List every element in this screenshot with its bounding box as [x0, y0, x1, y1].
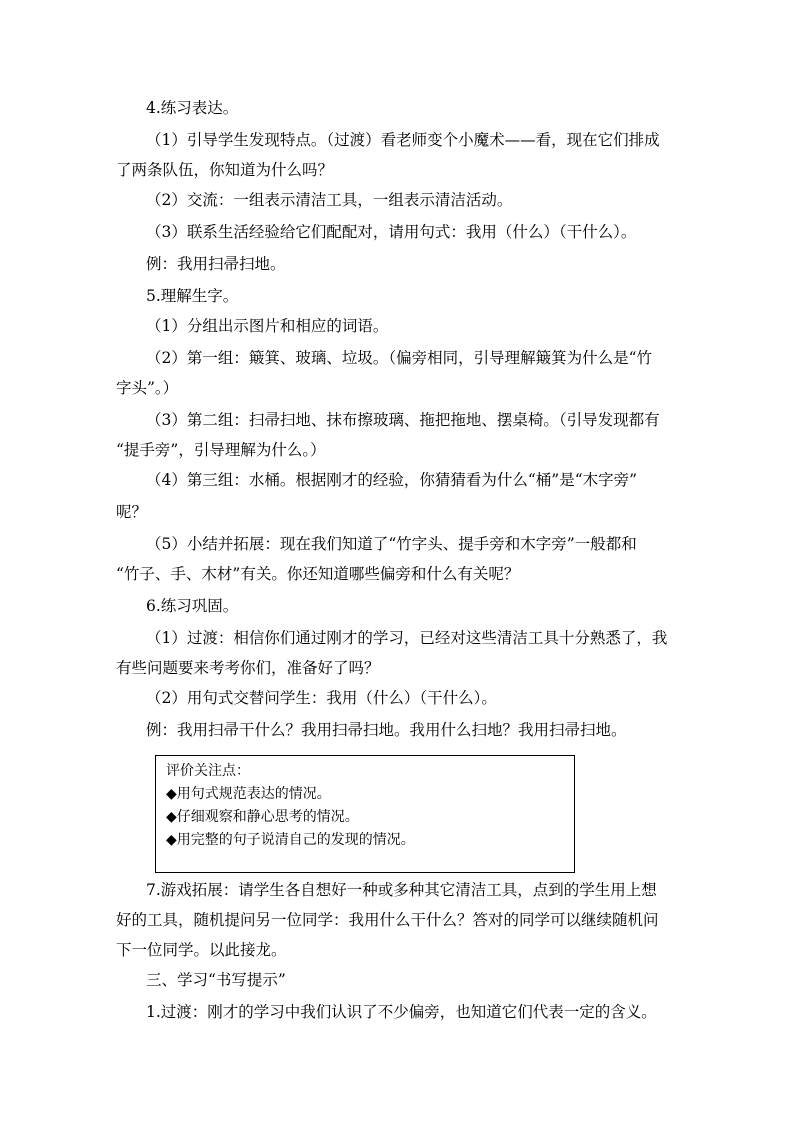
text-line: 4.练习表达。	[146, 99, 239, 117]
evaluation-title: 评价关注点：	[166, 763, 250, 779]
evaluation-item: ◆用句式规范表达的情况。	[166, 786, 331, 802]
text-line: （1）引导学生发现特点。（过渡）看老师变个小魔术——看，现在它们排成	[146, 131, 660, 149]
text-line: （2）用句式交替问学生：我用（什么）（干什么）。	[146, 689, 497, 707]
text-line: 例：我用扫帚扫地。	[146, 255, 286, 273]
text-line: （1）过渡：相信你们通过刚才的学习，已经对这些清洁工具十分熟悉了，我	[146, 629, 668, 647]
text-line: （2）交流：一组表示清洁工具，一组表示清洁活动。	[146, 191, 513, 209]
text-line: 了两条队伍，你知道为什么吗？	[116, 161, 334, 179]
text-line: 5.理解生字。	[146, 287, 239, 305]
text-line: 字头”。）	[116, 379, 179, 397]
text-line: （4）第三组：水桶。根据刚才的经验，你猜猜看为什么“桶”是“木字旁”	[146, 471, 638, 489]
text-line: （3）第二组：扫帚扫地、抹布擦玻璃、拖把拖地、摆桌椅。（引导发现都有	[146, 411, 660, 429]
text-line: 7.游戏拓展：请学生各自想好一种或多种其它清洁工具，点到的学生用上想	[146, 881, 657, 899]
text-line: “竹子、手、木材”有关。你还知道哪些偏旁和什么有关呢？	[116, 565, 520, 583]
text-line: （2）第一组：簸箕、玻璃、垃圾。（偏旁相同，引导理解簸箕为什么是“竹	[146, 349, 653, 367]
text-line: 1.过渡：刚才的学习中我们认识了不少偏旁，也知道它们代表一定的含义。	[146, 1003, 657, 1021]
section-heading: 三、学习“书写提示”	[146, 971, 286, 989]
text-line: 有些问题要来考考你们，准备好了吗？	[116, 659, 380, 677]
text-line: （3）联系生活经验给它们配配对，请用句式：我用（什么）（干什么）。	[146, 223, 637, 241]
text-line: 下一位同学。以此接龙。	[116, 941, 287, 959]
text-line: （1）分组出示图片和相应的词语。	[146, 317, 389, 335]
text-line: （5）小结并拓展：现在我们知道了“竹字头、提手旁和木字旁”一般都和	[146, 535, 637, 553]
evaluation-item: ◆仔细观察和静心思考的情况。	[166, 809, 359, 825]
text-line: 呢？	[116, 503, 148, 521]
text-line: 例：我用扫帚干什么？我用扫帚扫地。我用什么扫地？我用扫帚扫地。	[146, 721, 627, 739]
evaluation-box	[155, 755, 575, 873]
text-line: 6.练习巩固。	[146, 597, 239, 615]
text-line: 好的工具，随机提问另一位同学：我用什么干什么？答对的同学可以继续随机问	[116, 911, 659, 929]
evaluation-item: ◆用完整的句子说清自己的发现的情况。	[166, 832, 415, 848]
text-line: “提手旁”，引导理解为什么。）	[116, 441, 326, 459]
